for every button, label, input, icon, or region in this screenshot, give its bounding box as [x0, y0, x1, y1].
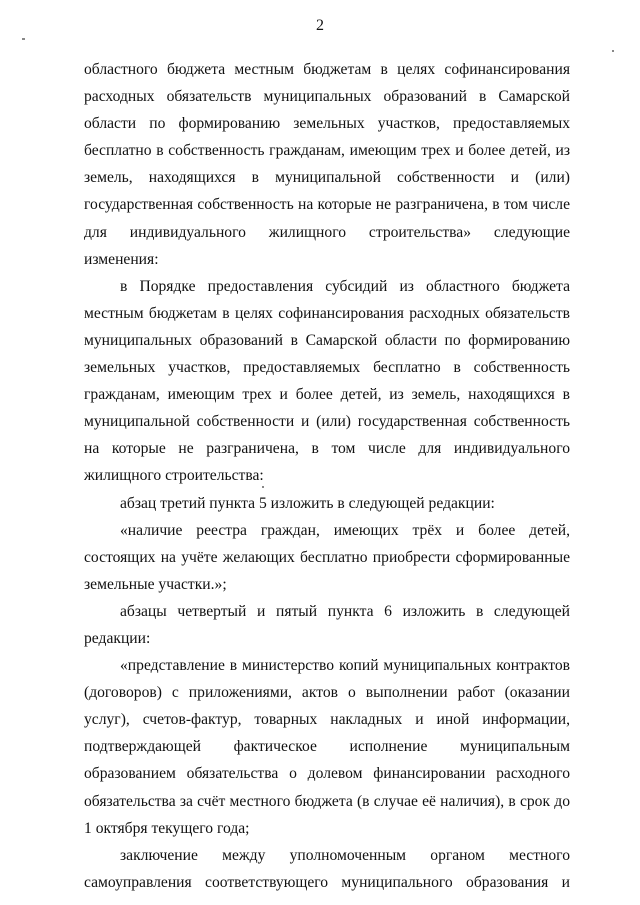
paragraph-intro-continued: областного бюджета местным бюджетам в целях софинансирования расходных обязательств муниципальных образований в Самарской области по формированию земельных участков, предоставляемых бесплатно в собственность гражданам, имеющим трех и более детей, из земель, находящихся в муниципальной собственности и (или) государственная собственность на которые не разграничена, в том числе для индивидуального жилищного строительства» следующие изменения: — [84, 61, 570, 268]
paragraph-clause-5-instruction: абзац третий пункта 5 изложить в следующей редакции: — [120, 494, 495, 512]
scan-speck — [22, 38, 25, 40]
document-body — [84, 56, 570, 896]
paragraph-procedure-amendment: в Порядке предоставления субсидий из областного бюджета местным бюджетам в целях софинансирования расходных обязательств муниципальных образований в Самарской области по формированию земельных участков, предоставляемых бесплатно в собственность гражданам, имеющим трех и более детей, из земель, находящихся в муниципальной собственности и (или) государственная собственность на которые не разграничена, в том числе для индивидуального жилищного строительства: — [84, 277, 570, 485]
paragraph-clause-6-text: «представление в министерство копий муниципальных контрактов (договоров) с приложениями, актов о выполнении работ (оказании услуг), счетов-фактур, товарных накладных и иной информации, подтверждающей фактическое исполнение муниципальным образованием обязательства о долевом финансировании расходного обязательства за счёт местного бюджета (в случае её наличия), в срок до 1 октября текущего года; — [84, 657, 570, 837]
paragraph-clause-6-instruction: абзацы четвертый и пятый пункта 6 изложить в следующей редакции: — [84, 602, 570, 647]
paragraph-agreement-continued: заключение между уполномоченным органом местного самоуправления соответствующего муниципального образования и — [84, 846, 570, 891]
scan-speck — [612, 50, 614, 52]
page-number: 2 — [316, 17, 324, 34]
paragraph-clause-5-text: «наличие реестра граждан, имеющих трёх и более детей, состоящих на учёте желающих бесплатно приобрести сформированные земельные участки.»; — [84, 521, 570, 593]
